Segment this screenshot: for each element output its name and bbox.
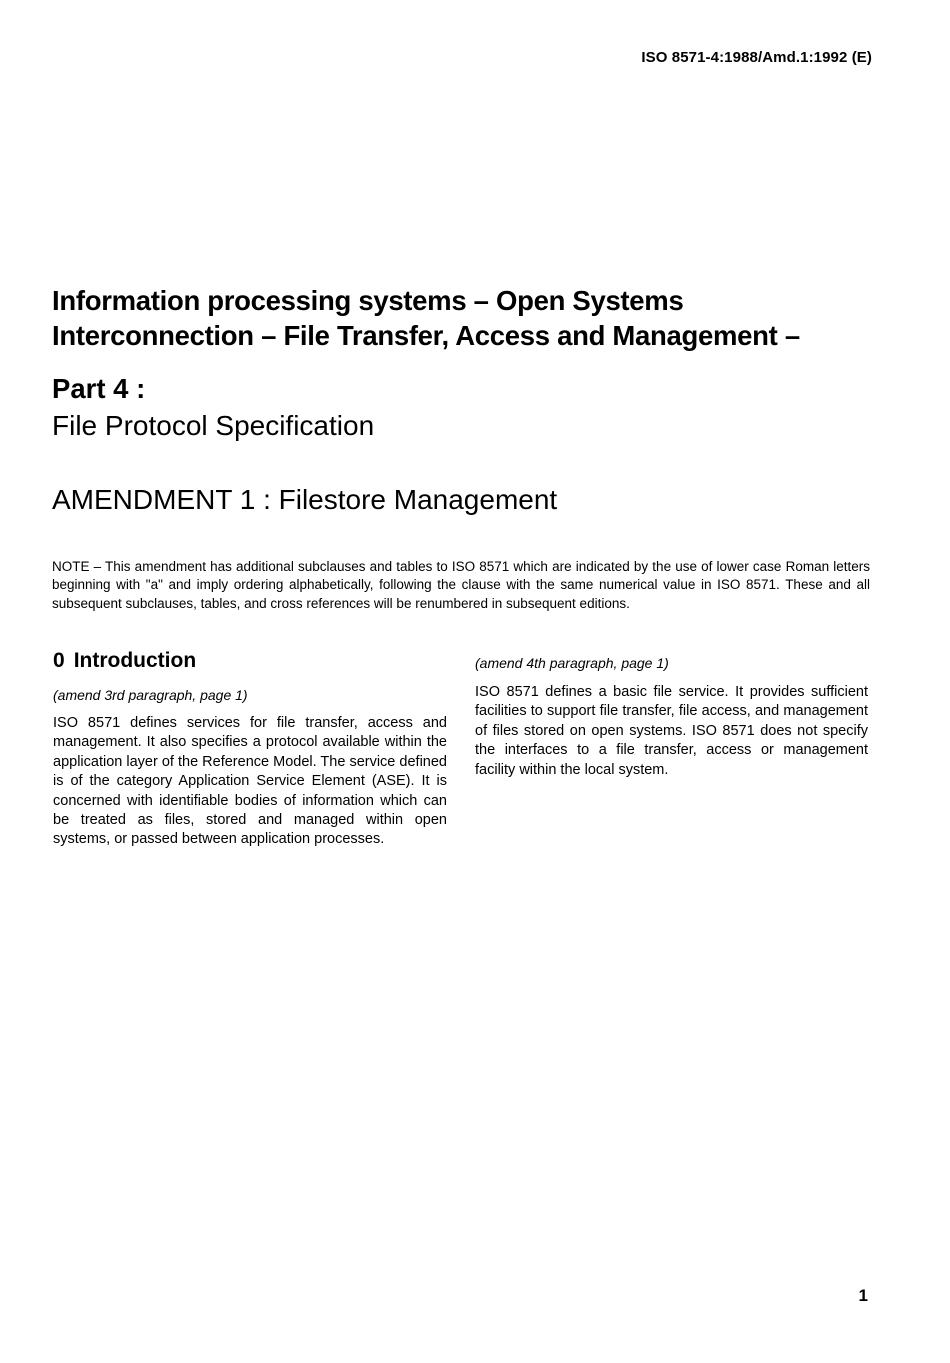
amendment-title: AMENDMENT 1 : Filestore Management bbox=[52, 484, 558, 515]
section-heading bbox=[53, 648, 196, 674]
title-line-2: Interconnection – File Transfer, Access and Management – bbox=[52, 320, 800, 351]
part-label: Part 4 : bbox=[52, 373, 146, 404]
document-title bbox=[52, 283, 912, 353]
right-paragraph: ISO 8571 defines a basic file service. It provides sufficient facilities to support file transfer, file access, and management of files stored on open systems. ISO 8571 does not specify the interfaces to a file transfer, access or management facility within the local system. bbox=[475, 684, 868, 778]
right-amend-note: (amend 4th paragraph, page 1) bbox=[475, 655, 669, 671]
part-subtitle: File Protocol Specification bbox=[52, 410, 375, 441]
document-reference: ISO 8571-4:1988/Amd.1:1992 (E) bbox=[641, 49, 872, 66]
left-paragraph: ISO 8571 defines services for file transfer, access and management. It also specifies a protocol available within the application layer of the Reference Model. The service defined is of the category Application Service Element (ASE). It is concerned with identifiable bodies of information which can be treated as files, stored and managed within open systems, or passed between application processes. bbox=[53, 715, 447, 848]
amendment-note: NOTE – This amendment has additional subclauses and tables to ISO 8571 which are indicated by the use of lower case Roman letters beginning with "a" and imply ordering alphabetically, following the clause with the same numerical value in ISO 8571. These and all subsequent subclauses, tables, and cross references will be renumbered in subsequent editions. bbox=[52, 559, 870, 611]
left-amend-note: (amend 3rd paragraph, page 1) bbox=[53, 687, 248, 703]
title-line-1: Information processing systems – Open Systems bbox=[52, 285, 684, 316]
section-number: 0 bbox=[53, 649, 65, 672]
page-number: 1 bbox=[858, 1286, 868, 1305]
section-title: Introduction bbox=[73, 649, 197, 672]
